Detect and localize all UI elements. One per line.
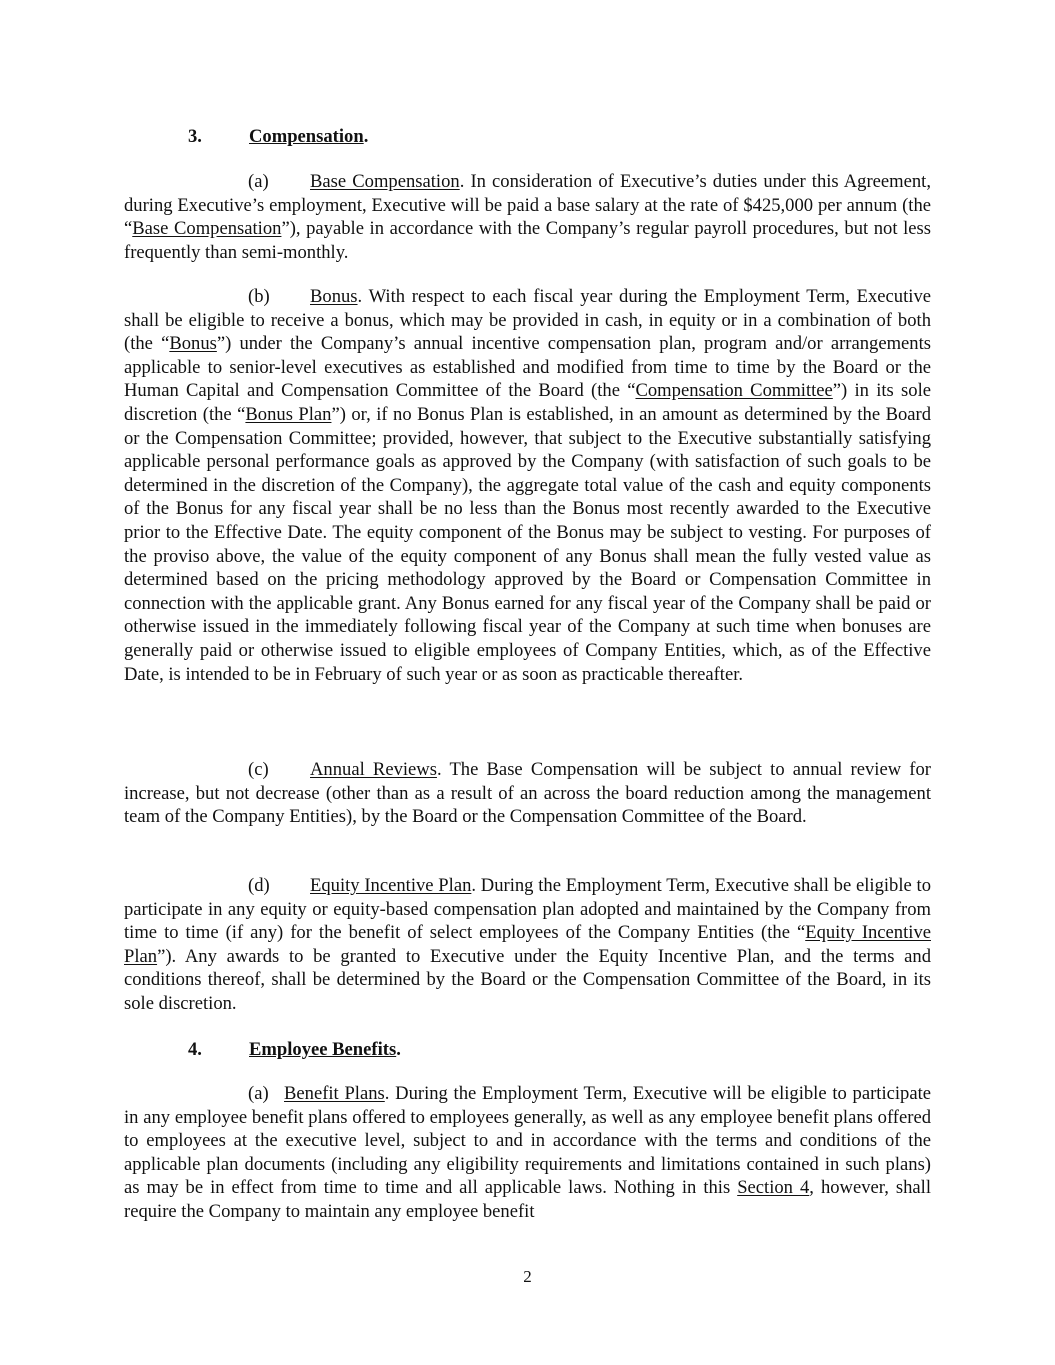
clause-title: Equity Incentive Plan xyxy=(310,875,472,896)
clause-text: . The Base Compensation will be subject to annual review for increase, but not decrease (other than as a result of an across the board reduction among the management team of the Company Entities), by the Board or the Compensation Committee of the Board. xyxy=(124,759,931,828)
paragraph-3c xyxy=(124,758,931,829)
clause-text: ”) or, if no Bonus Plan is established, in an amount as determined by the Board or the Compensation Committee; provided, however, that subject to the Executive substantially satisfying applicable personal performance goals as approved by the Company (with satisfaction of such goals to be determined in the discretion of the Company), the aggregate total value of the cash and equity components of the Bonus for any fiscal year shall be no less than the Bonus most recently awarded to the Executive prior to the Effective Date. The equity component of the Bonus may be subject to vesting. For purposes of the proviso above, the value of the equity component of any Bonus shall mean the fully vested value as determined based on the pricing methodology approved by the Board or Compensation Committee in connection with the applicable grant. Any Bonus earned for any fiscal year of the Company shall be paid or otherwise issued in the immediately following fiscal year of the Company at such time when bonuses are generally paid or otherwise issued to eligible employees of Company Entities, which, as of the Effective Date, is intended to be in February of such year or as soon as practicable thereafter. xyxy=(124,403,932,685)
clause-label: (b) xyxy=(248,286,270,307)
clause-text: ”). Any awards to be granted to Executive under the Equity Incentive Plan, and the terms and conditions thereof, shall be determined by the Board or the Compensation Committee of the Board, in its sole discretion. xyxy=(124,945,931,1014)
paragraph-3a xyxy=(124,170,931,264)
section-title: Employee Benefits xyxy=(249,1039,397,1060)
clause-title: Base Compensation xyxy=(310,171,460,192)
clause-text: . During the Employment Term, Executive will be eligible to participate in any employee benefit plans offered to employees generally, as well as any employee benefit plans offered to employees at the executive level, subject to and in accordance with the terms and conditions of the applicable plan documents (including any eligibility requirements and limitations contained in such plans) as may be in effect from time to time and all applicable laws. Nothing in this xyxy=(124,1083,931,1199)
section-3-heading: 3. Compensation. xyxy=(188,126,369,147)
section-number: 3. xyxy=(188,126,202,147)
clause-text: ”), payable in accordance with the Company’s regular payroll procedures, but not less frequently than semi-monthly. xyxy=(124,218,932,263)
paragraph-4a xyxy=(124,1082,931,1224)
clause-text: ”) under the Company’s annual incentive compensation plan, program and/or arrangements applicable to senior-level executives as established and modified from time to time by the Board or the Human Capital and Compensation Committee of the Board (the “ xyxy=(124,333,931,402)
clause-label: (c) xyxy=(248,759,269,780)
clause-title: Benefit Plans xyxy=(284,1083,385,1104)
defined-term: Compensation Committee xyxy=(635,380,833,402)
paragraph-3d xyxy=(124,874,931,1016)
section-number: 4. xyxy=(188,1039,202,1060)
clause-text: . During the Employment Term, Executive shall be eligible to participate in any equity or equity-based compensation plan adopted and maintained by the Company from time to time (if any) for the benefit of select employees of the Company Entities (the “ xyxy=(124,875,931,944)
section-4-heading: 4. Employee Benefits. xyxy=(188,1039,401,1060)
clause-label: (d) xyxy=(248,875,270,896)
defined-term: Equity Incentive Plan xyxy=(124,922,931,967)
defined-term: Bonus Plan xyxy=(245,403,332,425)
clause-label: (a) xyxy=(248,171,269,192)
clause-label: (a) xyxy=(248,1083,269,1104)
clause-text: . With respect to each fiscal year during the Employment Term, Executive shall be eligible to receive a bonus, which may be provided in cash, in equity or in a combination of both (the “ xyxy=(124,286,931,355)
defined-term: Bonus xyxy=(169,333,217,355)
paragraph-3b xyxy=(124,285,931,686)
section-reference: Section 4 xyxy=(737,1177,810,1199)
clause-text: . In consideration of Executive’s duties under this Agreement, during Executive’s employment, Executive will be paid a base salary at the rate of $425,000 per annum (the “ xyxy=(124,171,931,240)
clause-title: Annual Reviews xyxy=(310,759,437,780)
defined-term: Base Compensation xyxy=(132,218,282,240)
clause-title: Bonus xyxy=(310,286,358,307)
page-number: 2 xyxy=(523,1267,532,1286)
clause-text: , however, shall require the Company to maintain any employee benefit xyxy=(124,1177,932,1222)
clause-text: ”) in its sole discretion (the “ xyxy=(124,380,932,425)
section-title: Compensation xyxy=(249,126,364,147)
